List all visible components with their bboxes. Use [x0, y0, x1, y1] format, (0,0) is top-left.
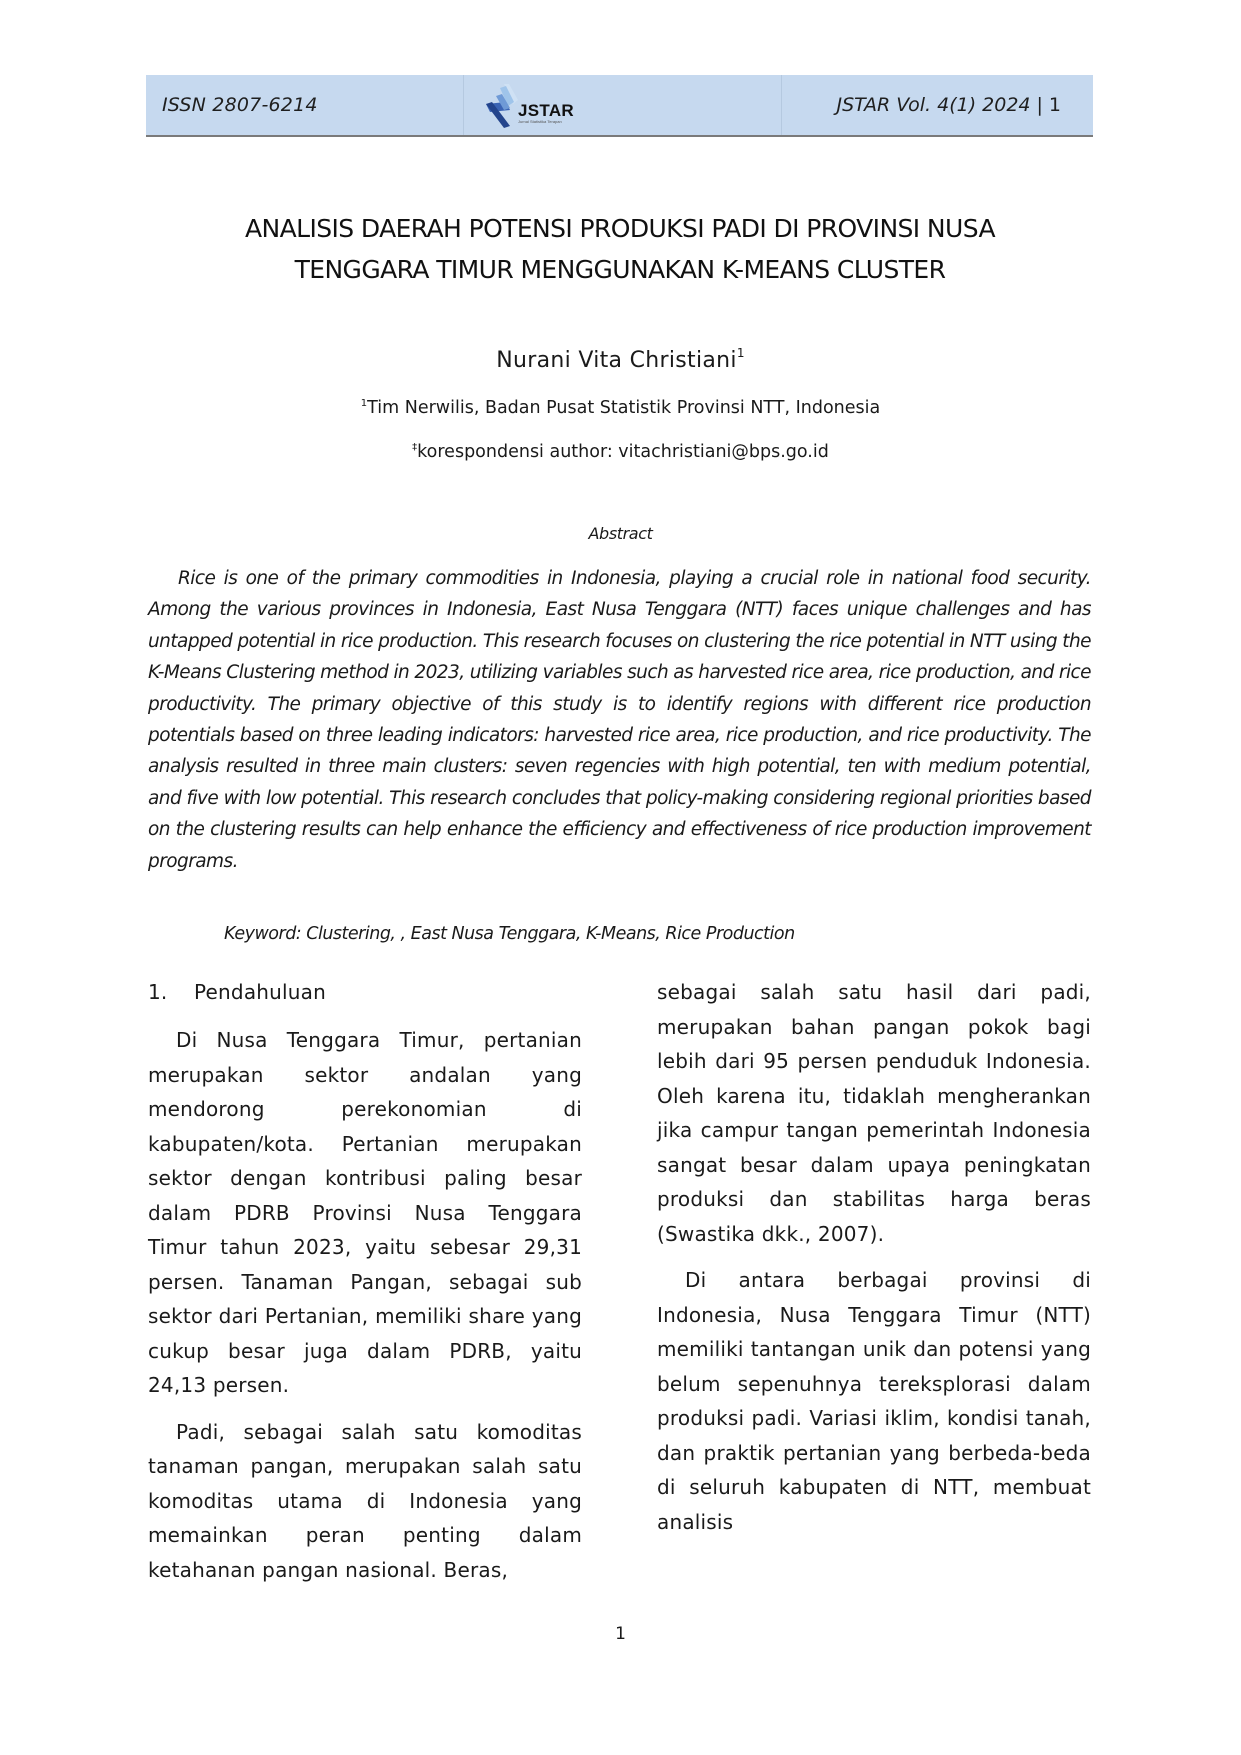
author-superscript: 1: [736, 346, 745, 360]
author-name: Nurani Vita Christiani: [496, 348, 737, 373]
body-column-right: [657, 975, 1091, 1551]
header-left-cell: [146, 75, 464, 135]
paragraph: Di Nusa Tenggara Timur, pertanian merupakan sektor andalan yang mendorong perekonomian di kabupaten/kota. Pertanian merupakan sektor dengan kontribusi paling besar dalam PDRB Provinsi Nusa Tenggara Timur tahun 2023, yaitu sebesar 29,31 persen. Tanaman Pangan, sebagai sub sektor dari Pertanian, memiliki share yang cukup besar juga dalam PDRB, yaitu 24,13 persen.: [148, 1028, 582, 1397]
header-right-cell: [782, 75, 1093, 135]
author: [0, 348, 1241, 373]
volume-info: JSTAR Vol. 4(1) 2024: [836, 94, 1031, 116]
title-line-2: TENGGARA TIMUR MENGGUNAKAN K-MEANS CLUSTER: [294, 255, 946, 284]
logo-subtitle: Jurnal Statistika Terapan: [518, 119, 562, 124]
header-center-cell: [464, 75, 782, 135]
body-column-left: [148, 975, 582, 1599]
correspondence: [0, 442, 1241, 462]
logo-text: [518, 103, 574, 124]
keywords: Keyword: Clustering, , East Nusa Tenggara, K-Means, Rice Production: [224, 924, 795, 944]
paragraph: sebagai salah satu hasil dari padi, merupakan bahan pangan pokok bagi lebih dari 95 persen penduduk Indonesia. Oleh karena itu, tidaklah mengherankan jika campur tangan pemerintah Indonesia sangat besar dalam upaya peningkatan produksi dan stabilitas harga beras (Swastika dkk., 2007).: [657, 980, 1091, 1246]
correspondence-mark: ‡: [412, 442, 418, 453]
paragraph: Di antara berbagai provinsi di Indonesia, Nusa Tenggara Timur (NTT) memiliki tantangan unik dan potensi yang belum sepenuhnya tereksplorasi dalam produksi padi. Variasi iklim, kondisi tanah, dan praktik pertanian yang berbeda-beda di seluruh kabupaten di NTT, membuat analisis: [657, 1268, 1091, 1534]
running-header: [146, 75, 1093, 137]
section-title: Pendahuluan: [194, 980, 326, 1004]
paragraph: Padi, sebagai salah satu komoditas tanaman pangan, merupakan salah satu komoditas utama di Indonesia yang memainkan peran penting dalam ketahanan pangan nasional. Beras,: [148, 1419, 582, 1582]
affiliation: [0, 398, 1241, 418]
paper-title: [150, 208, 1090, 290]
header-page-number: 1: [1048, 94, 1061, 116]
affiliation-text: Tim Nerwilis, Badan Pusat Statistik Provinsi NTT, Indonesia: [367, 398, 881, 418]
journal-logo: [484, 82, 574, 128]
issn: ISSN 2807-6214: [162, 94, 318, 116]
abstract-heading: Abstract: [588, 524, 653, 543]
title-line-1: ANALISIS DAERAH POTENSI PRODUKSI PADI DI PROVINSI NUSA: [245, 214, 995, 243]
footer-page-number: 1: [615, 1624, 626, 1644]
affiliation-mark: 1: [360, 398, 368, 409]
correspondence-text: korespondensi author: vitachristiani@bps.go.id: [417, 442, 829, 462]
logo-wordmark: JSTAR: [518, 101, 574, 120]
abstract-text: Rice is one of the primary commodities in Indonesia, playing a crucial role in national food security. Among the various provinces in Indonesia, East Nusa Tenggara (NTT) faces unique challenges and has untapped potential in rice production. This research focuses on clustering the rice potential in NTT using the K-Means Clustering method in 2023, utilizing variables such as harvested rice area, rice production, and rice productivity. The primary objective of this study is to identify regions with different rice production potentials based on three leading indicators: harvested rice area, rice production, and rice productivity. The analysis resulted in three main clusters: seven regencies with high potential, ten with medium potential, and five with low potential. This research concludes that policy-making considering regional priorities based on the clustering results can help enhance the efficiency and effectiveness of rice production improvement programs.: [148, 568, 1091, 872]
section-heading: [148, 975, 582, 1009]
header-separator: |: [1036, 94, 1043, 116]
section-number: 1.: [148, 980, 168, 1004]
